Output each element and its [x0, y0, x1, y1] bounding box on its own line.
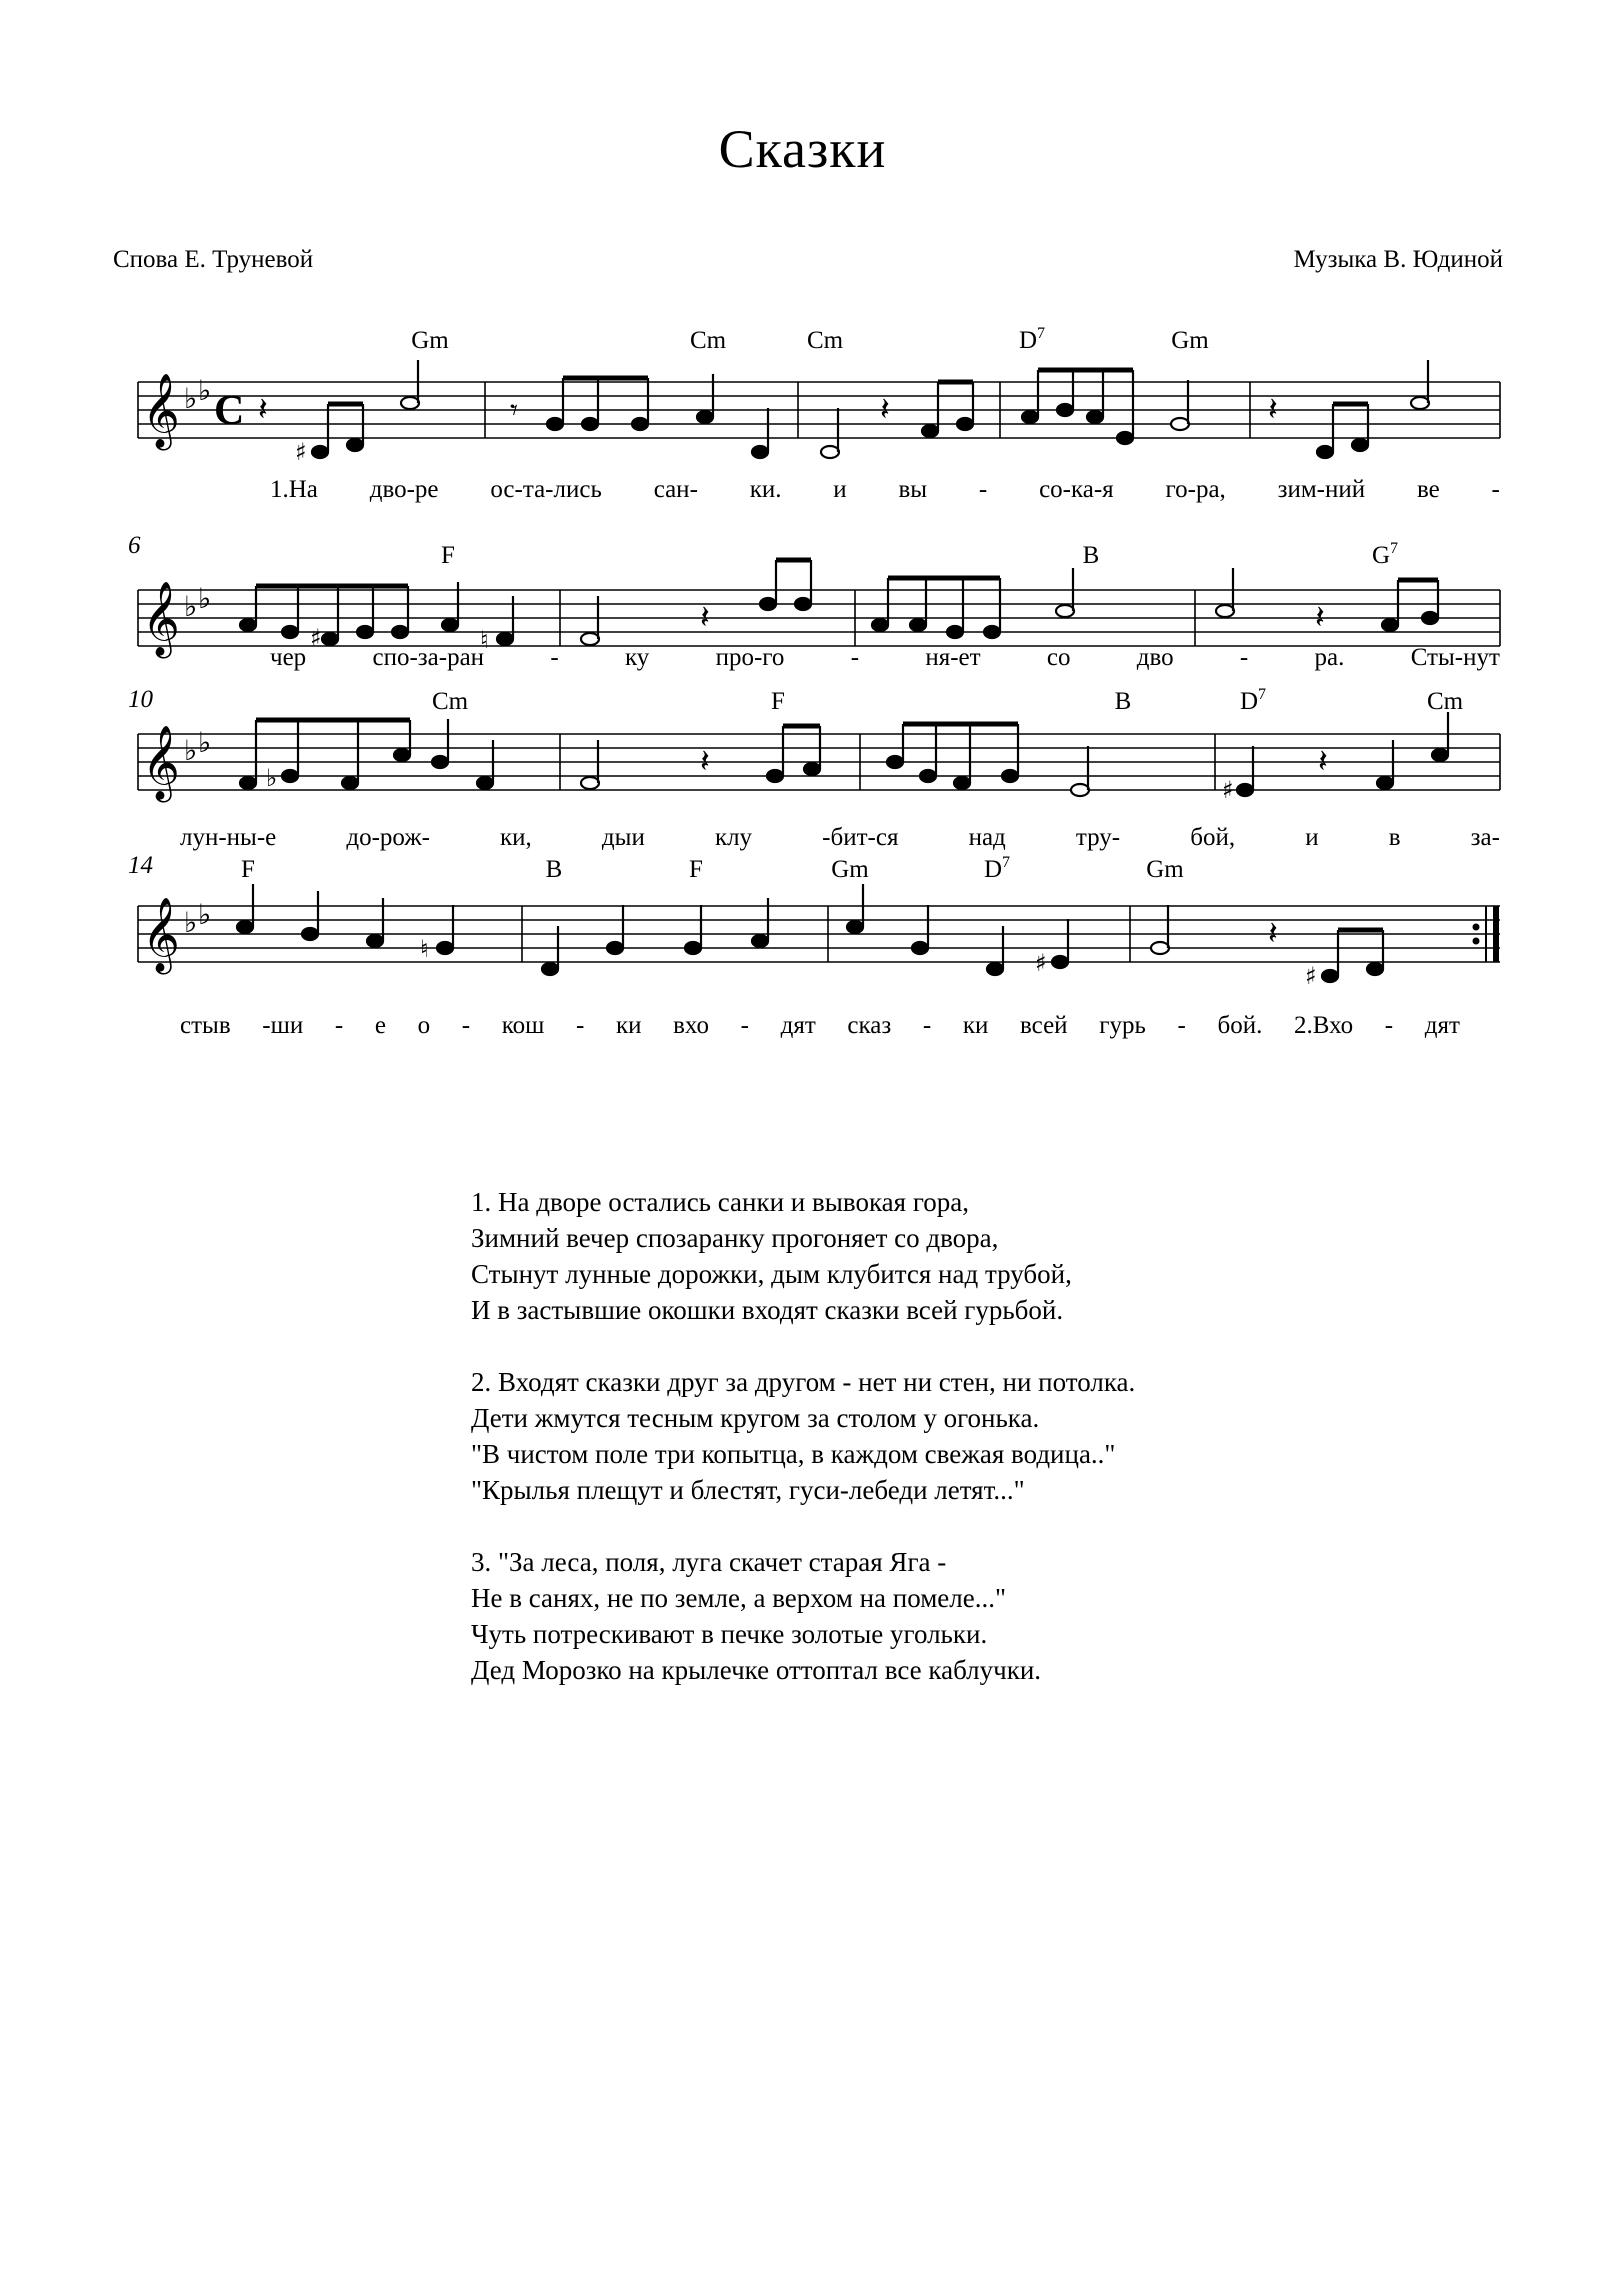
svg-text:♭: ♭: [198, 726, 212, 759]
lyrics-line: стыв -ши - е о - кош - ки вхо - дят сказ - ки всей гурь - бой. 2.Вхо - дят: [180, 1012, 1460, 1039]
svg-text:♯: ♯: [310, 624, 322, 652]
chord-symbol: Cm: [1426, 688, 1464, 715]
svg-text:𝄞: 𝄞: [142, 582, 180, 656]
svg-text:𝄽: 𝄽: [1268, 390, 1278, 428]
verse-line: Стынут лунные дорожки, дым клубится над трубой,: [471, 1259, 1072, 1289]
svg-text:♭: ♭: [184, 734, 198, 767]
svg-text:♯: ♯: [1305, 962, 1317, 990]
verse-line: Дети жмутся тесным кругом за столом у огонька.: [471, 1403, 1040, 1433]
svg-text:𝄽: 𝄽: [1268, 914, 1278, 952]
chord-symbol: Gm: [1171, 327, 1209, 354]
verse-3: [471, 1544, 1471, 1688]
svg-text:𝄾: 𝄾: [510, 393, 518, 428]
lyrics-line: чер спо-за-ран - ку про-го - ня-ет со дво - ра. Сты-нут: [270, 644, 1500, 671]
chord-symbol: F: [241, 856, 255, 883]
svg-text:𝄽: 𝄽: [258, 390, 268, 428]
lyrics-line: 1.На дво-ре ос-та-лись сан- ки. и вы - со-ка-я го-ра, зим-ний ве -: [270, 476, 1500, 503]
svg-text:♭: ♭: [184, 590, 198, 623]
svg-text:♯: ♯: [295, 438, 307, 466]
staff-notation: [0, 854, 1605, 1094]
chord-symbol: B: [545, 856, 563, 883]
chord-symbol: F: [441, 542, 455, 569]
chord-symbol: Gm: [831, 856, 869, 883]
svg-text:♭: ♭: [198, 898, 212, 931]
verse-line: И в застывшие окошки входят сказки всей гурьбой.: [471, 1295, 1064, 1325]
verses-text: [471, 1184, 1471, 1724]
verse-line: "Крылья плещут и блестят, гуси-лебеди летят...": [471, 1475, 1025, 1505]
verse-line: Чуть потрескивают в печке золотые угольки.: [471, 1619, 988, 1649]
svg-text:𝄽: 𝄽: [1318, 742, 1328, 780]
svg-text:♮: ♮: [420, 935, 429, 963]
verse-1: [471, 1184, 1471, 1328]
svg-text:♭: ♭: [266, 764, 278, 792]
verse-line: 1. На дворе остались санки и вывокая гора,: [471, 1187, 969, 1217]
chord-symbol: F: [689, 856, 703, 883]
staff-notation: [0, 320, 1605, 560]
svg-text:𝄽: 𝄽: [700, 742, 710, 780]
chord-symbol: Gm: [1146, 856, 1184, 883]
lyricist-credit: Спова Е. Труневой: [113, 246, 314, 273]
svg-text:♭: ♭: [184, 382, 198, 415]
chord-symbol: B: [1114, 688, 1132, 715]
svg-text:♭: ♭: [198, 582, 212, 615]
verse-line: Дед Морозко на крылечке оттоптал все каблучки.: [471, 1655, 1042, 1685]
music-system-1: [0, 320, 1605, 560]
chord-symbol: $G^7$: [1371, 540, 1399, 569]
chord-symbol: F: [771, 688, 785, 715]
svg-text:𝄞: 𝄞: [142, 898, 180, 972]
verse-line: Не в санях, не по земле, а верхом на помеле...": [471, 1583, 1006, 1613]
svg-text:𝄽: 𝄽: [1315, 598, 1325, 636]
svg-text:𝄞: 𝄞: [142, 374, 180, 448]
svg-text:𝄽: 𝄽: [880, 390, 890, 428]
song-title: Сказки: [718, 119, 887, 179]
chord-symbol: Cm: [689, 327, 727, 354]
chord-symbol: Cm: [431, 688, 469, 715]
verse-2: [471, 1364, 1471, 1508]
svg-text:C: C: [214, 388, 245, 434]
chord-symbol: $D^7$: [1239, 686, 1267, 715]
measure-number: 14: [128, 852, 153, 879]
chord-symbol: B: [1082, 542, 1100, 569]
measure-number: 10: [128, 686, 153, 713]
svg-text:𝄽: 𝄽: [700, 598, 710, 636]
svg-text:♭: ♭: [184, 906, 198, 939]
svg-text:♯: ♯: [1222, 776, 1234, 804]
svg-text:♮: ♮: [480, 626, 489, 654]
chord-symbol: $D^7$: [1018, 325, 1046, 354]
verse-line: "В чистом поле три копытца, в каждом свежая водица..": [471, 1439, 1116, 1469]
verse-line: 3. "За леса, поля, луга скачет старая Яга -: [471, 1547, 947, 1577]
lyrics-line: лун-ны-е до-рож- ки, дыи клу -бит-ся над тру- бой, и в за-: [180, 824, 1500, 851]
verse-line: 2. Входят сказки друг за другом - нет ни стен, ни потолка.: [471, 1367, 1136, 1397]
chord-symbol: Cm: [806, 327, 844, 354]
chord-symbol: Gm: [411, 327, 449, 354]
svg-text:♯: ♯: [1035, 949, 1047, 977]
svg-text:𝄞: 𝄞: [142, 726, 180, 800]
svg-text:♭: ♭: [198, 374, 212, 407]
music-system-4: [0, 854, 1605, 1094]
chord-symbol: $D^7$: [983, 854, 1011, 883]
composer-credit: Музыка В. Юдиной: [1293, 246, 1503, 273]
measure-number: 6: [128, 532, 141, 559]
verse-line: Зимний вечер спозаранку прогоняет со двора,: [471, 1223, 999, 1253]
